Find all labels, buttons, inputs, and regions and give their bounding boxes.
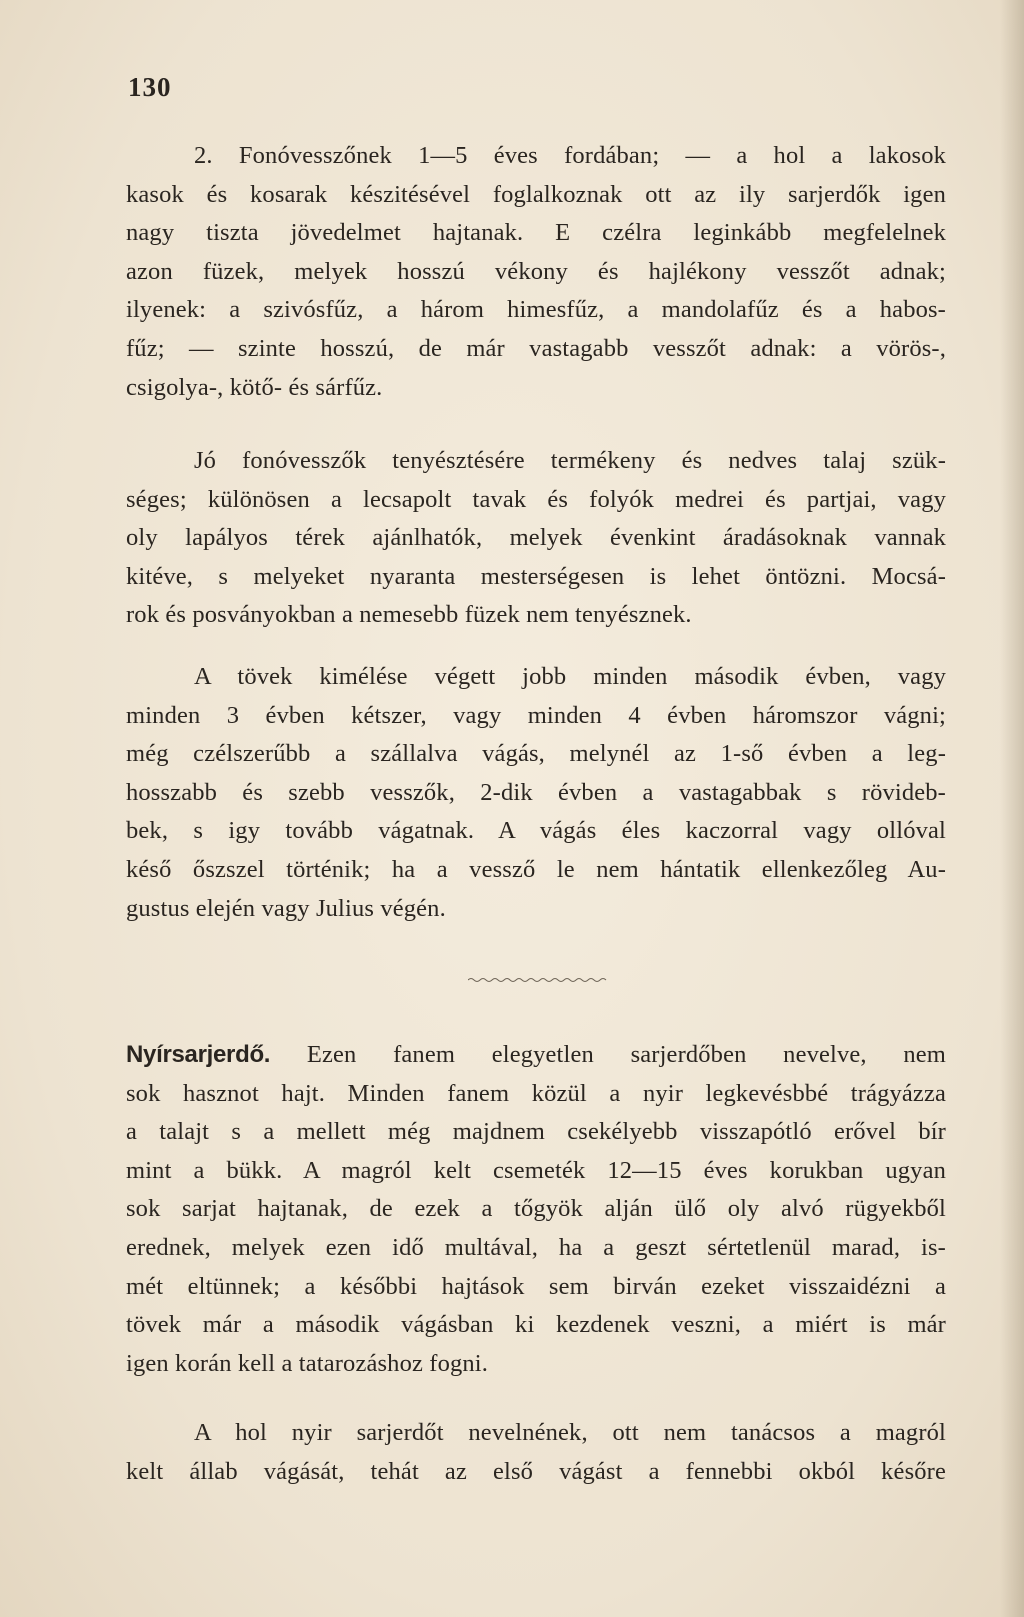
- text-line: oly lapályos térek ajánlhatók, melyek évenkint áradásoknak vannak: [126, 524, 946, 552]
- text-line: mint a bükk. A magról kelt csemeték 12—15 éves korukban ugyan: [126, 1156, 946, 1184]
- text-line: A tövek kimélése végett jobb minden második évben, vagy: [194, 663, 946, 690]
- page-edge-shadow: [1000, 0, 1024, 1617]
- text-line: késő őszszel történik; ha a vessző le nem hántatik ellenkezőleg Au-: [126, 855, 946, 883]
- text-line: mét eltünnek; a későbbi hajtások sem birván ezeket visszaidézni a: [126, 1272, 946, 1300]
- text-line: A hol nyir sarjerdőt nevelnének, ott nem tanácsos a magról: [194, 1419, 946, 1446]
- paragraph-fonovesszo: [126, 137, 946, 407]
- text-line-rest: Ezen fanem elegyetlen sarjerdőben nevelve, nem: [270, 1041, 946, 1068]
- text-line: még czélszerűbb a szállalva vágás, melynél az 1-ső évben a leg-: [126, 740, 946, 768]
- text-line: azon füzek, melyek hosszú vékony és hajlékony vesszőt adnak;: [126, 257, 946, 285]
- text-line: hosszabb és szebb vesszők, 2-dik évben a vastagabbak s rövideb-: [126, 778, 946, 806]
- text-line: bek, s igy tovább vágatnak. A vágás éles kaczorral vagy ollóval: [126, 817, 946, 845]
- text-line: a talajt s a mellett még majdnem csekélyebb visszapótló erővel bír: [126, 1118, 946, 1146]
- text-line: fűz; — szinte hosszú, de már vastagabb vesszőt adnak: a vörös-,: [126, 334, 946, 362]
- paragraph-nyirsarjerdo: [126, 1036, 946, 1383]
- text-line: sok sarjat hajtanak, de ezek a tőgyök alján ülő oly alvó rügyekből: [126, 1195, 946, 1223]
- text-line: erednek, melyek ezen idő multával, ha a geszt sértetlenül marad, is-: [126, 1233, 946, 1261]
- section-heading: Nyírsarjerdő.: [126, 1041, 271, 1068]
- text-line: gustus elején vagy Julius végén.: [126, 894, 446, 922]
- text-line: minden 3 évben kétszer, vagy minden 4 évben háromszor vágni;: [126, 701, 946, 729]
- text-line: nagy tiszta jövedelmet hajtanak. E czélra leginkább megfelelnek: [126, 219, 946, 247]
- text-line: 2. Fonóvesszőnek 1—5 éves fordában; — a hol a lakosok: [194, 142, 946, 169]
- text-line: igen korán kell a tatarozáshoz fogni.: [126, 1349, 489, 1377]
- paragraph-vagas: [126, 658, 946, 928]
- text-line: kasok és kosarak készitésével foglalkoznak ott az ily sarjerdők igen: [126, 180, 946, 208]
- text-line: Jó fonóvesszők tenyésztésére termékeny és nedves talaj szük-: [194, 447, 946, 474]
- paragraph-talaj: [126, 442, 946, 635]
- paragraph-nyir-neveles: [126, 1414, 946, 1491]
- text-line: csigolya-, kötő- és sárfűz.: [126, 373, 383, 401]
- text-line: kelt állab vágását, tehát az első vágást a fennebbi okból későre: [126, 1457, 946, 1485]
- text-line: tövek már a második vágásban ki kezdenek veszni, a miért is már: [126, 1311, 946, 1339]
- page-number: 130: [128, 72, 172, 102]
- text-line: rok és posványokban a nemesebb füzek nem tenyésznek.: [126, 601, 692, 629]
- text-line: sok hasznot hajt. Minden fanem közül a nyir legkevésbbé trágyázza: [126, 1079, 946, 1107]
- text-line-first: [126, 1036, 946, 1075]
- text-line: kitéve, s melyeket nyaranta mesterségesen is lehet öntözni. Mocsá-: [126, 562, 946, 590]
- section-divider: [468, 976, 608, 984]
- text-line: ilyenek: a szivósfűz, a három himesfűz, a mandolafűz és a habos-: [126, 296, 946, 324]
- text-line: séges; különösen a lecsapolt tavak és folyók medrei és partjai, vagy: [126, 485, 946, 513]
